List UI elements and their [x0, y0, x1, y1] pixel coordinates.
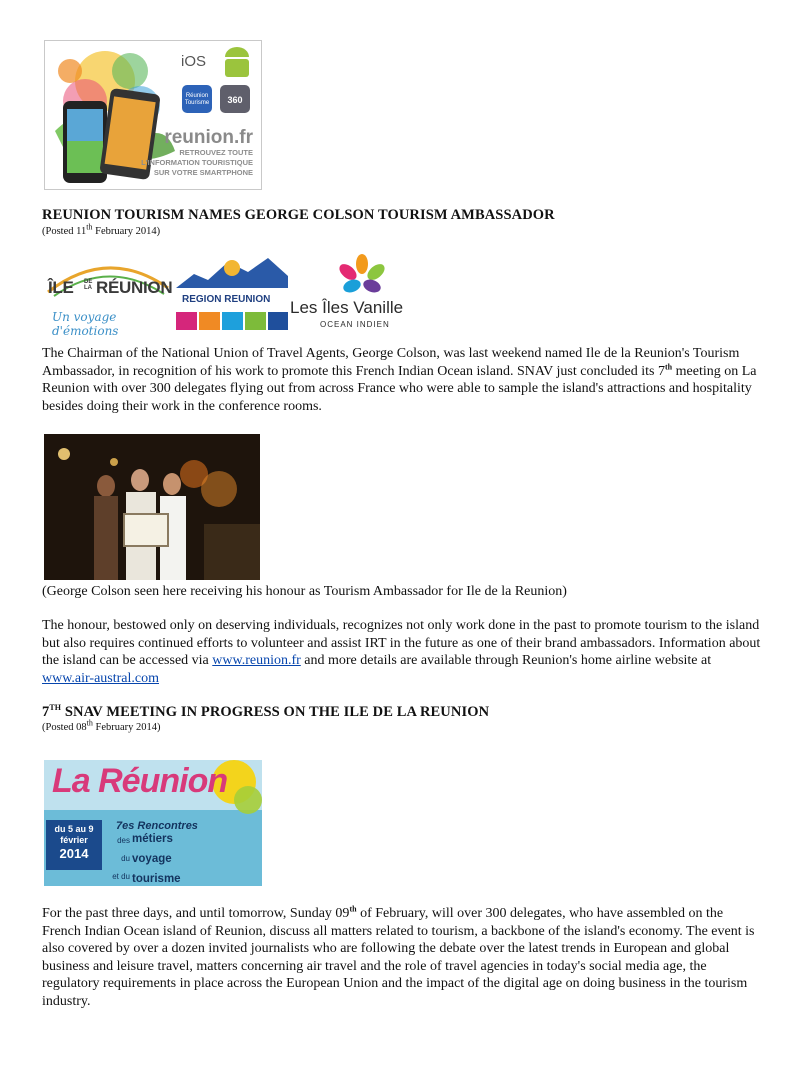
- snav-event-poster: La Réunion du 5 au 9 février 2014 7es Rencontres des du et du métiers voyage tourisme: [44, 760, 262, 886]
- android-icon: [225, 47, 249, 77]
- poster-subtitle: métiers voyage tourisme: [132, 833, 181, 885]
- app2-label: 360: [227, 95, 243, 105]
- award-photo: [44, 434, 260, 580]
- photo-caption: (George Colson seen here receiving his honour as Tourism Ambassador for Ile de la Reunion): [42, 584, 567, 599]
- app1-label: Réunion Tourisme: [184, 93, 210, 106]
- ios-label: iOS: [181, 53, 207, 70]
- article1-headline: REUNION TOURISM NAMES GEORGE COLSON TOURISM AMBASSADOR: [42, 207, 555, 223]
- iles-vanille-logo: Les Îles Vanille OCEAN INDIEN: [290, 252, 440, 336]
- article2-posted-date: (Posted 08th February 2014): [42, 718, 161, 733]
- banner-tagline: RETROUVEZ TOUTE L'INFORMATION TOURISTIQUE SUR VOTRE SMARTPHONE: [141, 148, 253, 177]
- article2-headline: 7TH SNAV MEETING IN PROGRESS ON THE ILE DE LA REUNION: [42, 703, 490, 720]
- app-promo-banner: [44, 40, 262, 190]
- ile-de-la-reunion-logo: ÎLE DE LA RÉUNION Un voyage d'émotions: [44, 252, 172, 336]
- site-logo-text: reunion.fr: [164, 127, 253, 148]
- air-austral-link[interactable]: www.air-austral.com: [42, 670, 159, 686]
- article2-paragraph1: For the past three days, and until tomorrow, Sunday 09th of February, will over 300 delegates, who have assembled on the French Indian Ocean island of Reunion, discuss all matters related to tourism, a backbone of the island's economy. The event is also covered by over a dozen invited journalists who are following the debate over the latest trends in European and global business and leisure travel, matters concerning air travel and the role of travel agencies in today's social media age, the regulatory requirements in place across the European Union and the impact of the digital age on doing business in the tourism industry.: [42, 904, 755, 1009]
- reunion-website-link[interactable]: www.reunion.fr: [212, 653, 301, 669]
- region-reunion-logo: REGION REUNION: [176, 252, 288, 336]
- article1-paragraph2: The honour, bestowed only on deserving individuals, recognizes not only work done in the past to promote tourism to the island but also requires continued efforts to volunteer and assist IRT in the future as one of their brand ambassadors. Information about the island can be accessed via www.reunion.fr and more details are available through Reunion's home airline website at www.air-austral.com: [42, 618, 761, 686]
- poster-brand: La Réunion: [52, 762, 228, 800]
- article1-posted-date: (Posted 11th February 2014): [42, 222, 161, 237]
- article1-paragraph1: The Chairman of the National Union of Travel Agents, George Colson, was last weekend named Ile de la Reunion's Tourism Ambassador, in recognition of his work to promote this French Indian Ocean island. SNAV just concluded its 7th meeting on La Reunion with over 300 delegates flying out from across France who were able to sample the island's attractions and hospitality besides doing their work in the conference rooms.: [42, 346, 757, 414]
- tourism-logos: [44, 252, 444, 336]
- poster-event: 7es Rencontres: [116, 820, 198, 832]
- poster-dates: du 5 au 9 février 2014: [54, 824, 94, 861]
